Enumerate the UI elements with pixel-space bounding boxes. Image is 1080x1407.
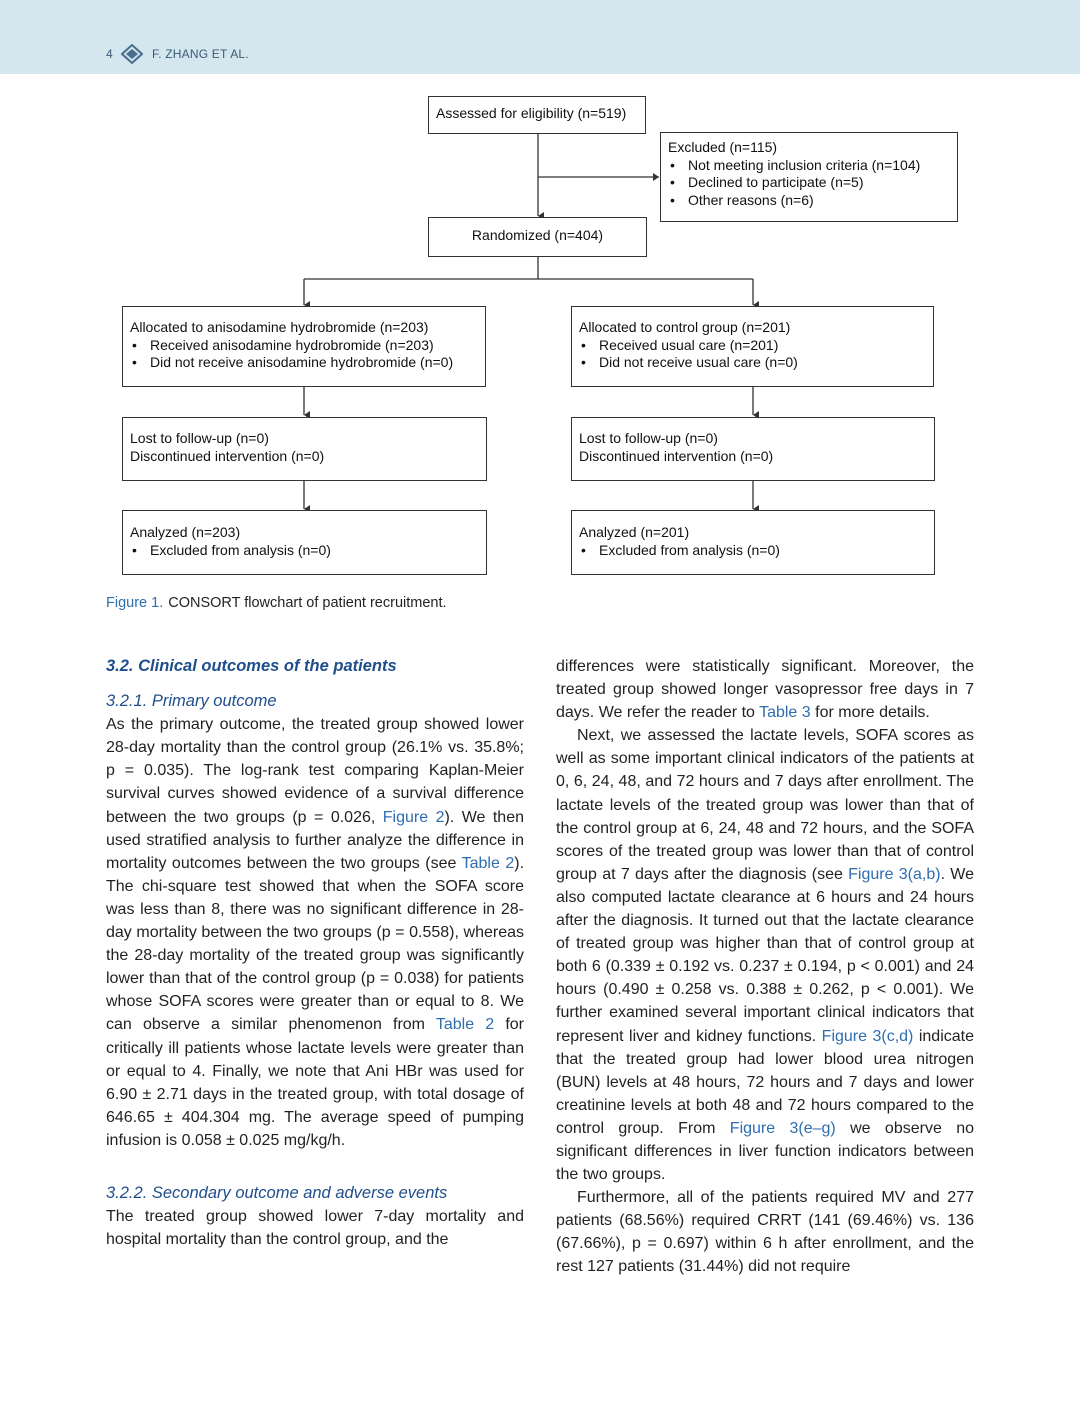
figure-caption-text: CONSORT flowchart of patient recruitment. (168, 595, 447, 611)
paragraph-continued (556, 655, 974, 724)
paragraph-mv-crrt: Furthermore, all of the patients required MV and 277 patients (68.56%) required CRRT (141 (69.46%) vs. 136 (67.66%), p = 0.697) within 6 h after enrollment, and the rest 127 patients (31.44%) did not require (556, 1189, 974, 1276)
left-followup-lost: Lost to follow-up (n=0) (130, 430, 269, 446)
subsection-heading-secondary: 3.2.2. Secondary outcome and adverse events (106, 1183, 448, 1202)
right-allocation-title: Allocated to control group (n=201) (579, 319, 791, 335)
paragraph-secondary-outcome: The treated group showed lower 7-day mortality and hospital mortality than the control group, and the (106, 1208, 524, 1249)
figure-2-link[interactable]: Figure 2 (382, 808, 445, 826)
subsection-heading-primary: 3.2.1. Primary outcome (106, 692, 277, 711)
box-right-analyzed (571, 510, 935, 575)
excluded-item: • Declined to participate (n=5) (668, 174, 950, 192)
figure-label: Figure 1. (106, 595, 164, 611)
right-analyzed-title: Analyzed (n=201) (579, 524, 690, 540)
left-analyzed-title: Analyzed (n=203) (130, 524, 241, 540)
box-left-allocation (122, 306, 486, 387)
page-number: 4 (106, 47, 113, 61)
left-followup-discontinued: Discontinued intervention (n=0) (130, 447, 325, 464)
box-left-analyzed (122, 510, 487, 575)
excluded-title: Excluded (n=115) (668, 139, 778, 155)
table-3-link[interactable]: Table 3 (759, 704, 811, 722)
box-assessed (428, 96, 646, 134)
text-run: ). The chi-square test showed that when the SOFA score was less than 8, there was no significant difference in 28-day mortality between the two groups (p = 0.558), whereas the 28-day mortality of the treated group was significantly lower than that of the control group (p = 0.038) for patients whose SOFA scores were greater than or equal to 8. We can observe a similar phenomenon from (106, 854, 525, 1034)
text-run: for critically ill patients whose lactate levels were greater than or equal to 4. Finally, we note that Ani HBr was used for 6.90 ± 2.71 days in the treated group, with total dosage of 646.65 ± 404.304 mg. The average speed of pumping infusion is 0.058 ± 0.025 mg/kg/h. (106, 1016, 525, 1149)
running-head: F. ZHANG ET AL. (152, 47, 249, 61)
left-allocation-item: • Did not receive anisodamine hydrobromide (n=0) (130, 354, 478, 372)
figure-caption (106, 595, 447, 611)
left-allocation-item: • Received anisodamine hydrobromide (n=203) (130, 337, 478, 355)
right-column (556, 655, 974, 1279)
figure-3cd-link[interactable]: Figure 3(c,d) (821, 1027, 914, 1045)
text-run: indicate that the treated group had lower blood urea nitrogen (BUN) levels at 48 hours, 72 hours and 7 days and lower creatinine levels at both 48 and 72 hours compared to the control group. From (556, 1027, 974, 1137)
assessed-text: Assessed for eligibility (n=519) (436, 105, 627, 121)
box-left-followup (122, 417, 487, 481)
figure-3ab-link[interactable]: Figure 3(a,b) (848, 865, 941, 883)
box-right-followup (571, 417, 935, 481)
right-analyzed-item: • Excluded from analysis (n=0) (579, 542, 927, 560)
right-allocation-item: • Did not receive usual care (n=0) (579, 354, 926, 372)
box-excluded (660, 132, 958, 222)
right-allocation-item: • Received usual care (n=201) (579, 337, 926, 355)
box-randomized (428, 217, 647, 257)
randomized-text: Randomized (n=404) (471, 227, 604, 243)
table-2-link[interactable]: Table 2 (435, 1016, 495, 1034)
excluded-item: • Other reasons (n=6) (668, 192, 950, 210)
right-followup-discontinued: Discontinued intervention (n=0) (579, 447, 774, 464)
text-run: . We also computed lactate clearance at 6 hours and 24 hours after the diagnosis. It turned out that the lactate clearance of treated group was higher than that of control group at both 6 (0.339 ± 0.192 vs. 0.237 ± 0.194, p < 0.001) and 24 hours (0.490 ± 0.258 vs. 0.388 ± 0.262, p < 0.001). We further examined several important clinical indicators that represent liver and kidney functions. (556, 865, 974, 1045)
figure-3eg-link[interactable]: Figure 3(e–g) (729, 1119, 836, 1137)
text-run: for more details. (810, 704, 930, 722)
section-heading: 3.2. Clinical outcomes of the patients (106, 657, 397, 675)
text-run: As the primary outcome, the treated group showed lower 28-day mortality than the control group (26.1% vs. 35.8%; p = 0.035). The log-rank test comparing Kaplan-Meier survival curves showed evidence of a survival difference between the two groups (p = 0.026, (106, 716, 524, 826)
paragraph-lactate (556, 724, 974, 1186)
left-analyzed-item: • Excluded from analysis (n=0) (130, 542, 479, 560)
excluded-item: • Not meeting inclusion criteria (n=104) (668, 157, 950, 175)
paragraph-primary-outcome (106, 713, 524, 1152)
left-column (106, 655, 524, 1251)
left-allocation-title: Allocated to anisodamine hydrobromide (n=203) (130, 319, 429, 335)
text-run: ). We then used stratified analysis to further analyze the difference in mortality outcomes between the two groups (see (106, 808, 524, 872)
table-2-link[interactable]: Table 2 (461, 854, 515, 872)
box-right-allocation (571, 306, 934, 387)
text-run: Next, we assessed the lactate levels, SOFA scores as well as some important clinical indicators of the patients at 0, 6, 24, 48, and 72 hours and 7 days after enrollment. The lactate levels of the treated group was lower than that of the control group at 6, 24, 48 and 72 hours, and the SOFA scores of the treated group was lower than that of control group at 7 days after the diagnosis (see (556, 727, 974, 883)
right-followup-lost: Lost to follow-up (n=0) (579, 430, 718, 446)
text-run: we observe no significant differences in liver function indicators between the two groups. (556, 1119, 975, 1184)
text-run: differences were statistically significant. Moreover, the treated group showed longer vasopressor free days in 7 days. We refer the reader to (556, 658, 974, 722)
